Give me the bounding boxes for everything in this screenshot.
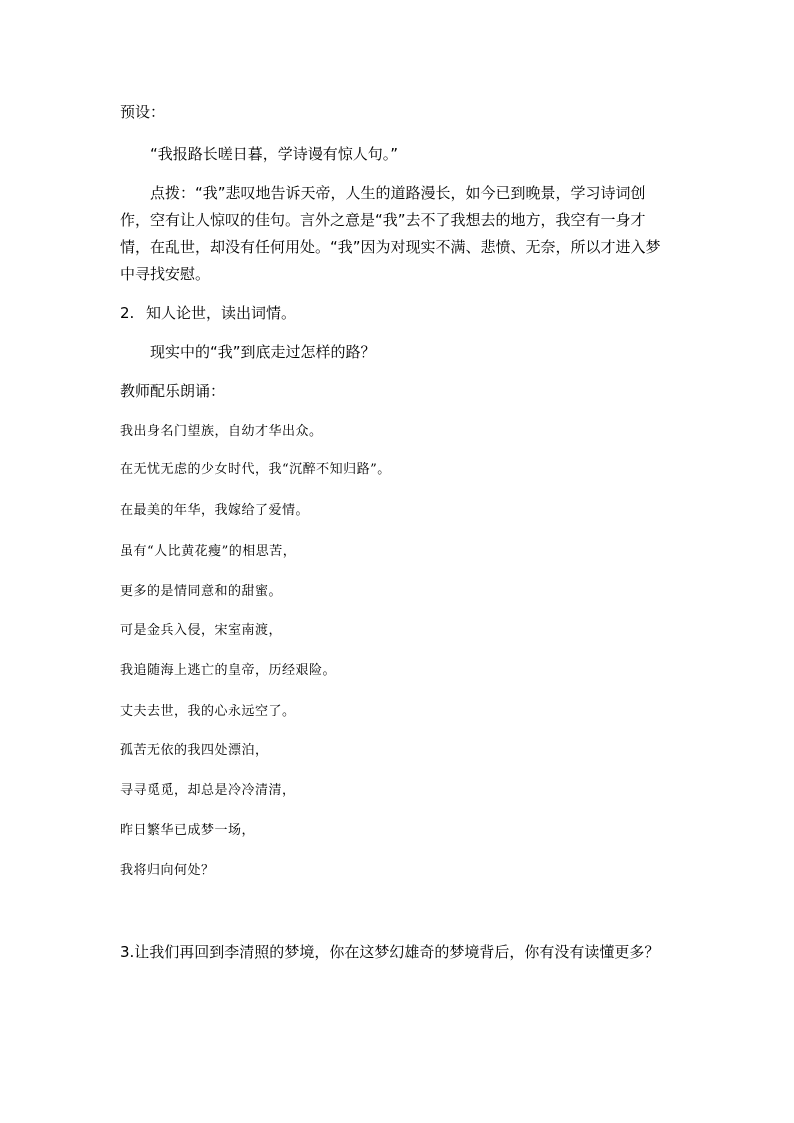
hint-paragraph: 点拨：“我”悲叹地告诉天帝，人生的道路漫长，如今已到晚景，学习诗词创作，空有让人惊叹的佳句。言外之意是“我”去不了我想去的地方，我空有一身才情，在乱世，却没有任何用处。“我”因为对现实不满、悲愤、无奈，所以才进入梦中寻找安慰。 — [120, 184, 661, 283]
poem-line: 虽有“人比黄花瘦”的相思苦， — [120, 544, 297, 559]
poem-line: 在无忧无虑的少女时代，我“沉醉不知归路”。 — [120, 462, 391, 477]
section-2-number: 2. — [120, 304, 135, 322]
poem-line: 丈夫去世，我的心永远空了。 — [120, 704, 296, 719]
question-line: 现实中的“我”到底走过怎样的路？ — [150, 343, 376, 361]
poem-line: 昨日繁华已成梦一场， — [120, 823, 256, 838]
poem-line: 寻寻觅觅，却总是冷冷清清， — [120, 783, 296, 798]
poem-line: 孤苦无依的我四处漂泊， — [120, 743, 269, 758]
quote-line: “我报路长嗟日暮，学诗谩有惊人句。” — [150, 145, 399, 163]
poem-line: 更多的是情同意和的甜蜜。 — [120, 584, 283, 599]
poem-line: 我追随海上逃亡的皇帝，历经艰险。 — [120, 663, 337, 678]
preset-label: 预设： — [120, 103, 166, 121]
section-2-title: 知人论世，读出词情。 — [146, 304, 297, 322]
poem-line: 我将归向何处？ — [120, 863, 215, 878]
poem-line: 我出身名门望族，自幼才华出众。 — [120, 424, 323, 439]
poem-line: 在最美的年华，我嫁给了爱情。 — [120, 503, 310, 518]
teacher-label: 教师配乐朗诵： — [120, 382, 226, 400]
section-2-heading — [120, 303, 296, 323]
section-3-question: 3.让我们再回到李清照的梦境，你在这梦幻雄奇的梦境背后，你有没有读懂更多？ — [120, 943, 660, 961]
poem-line: 可是金兵入侵，宋室南渡， — [120, 623, 283, 638]
